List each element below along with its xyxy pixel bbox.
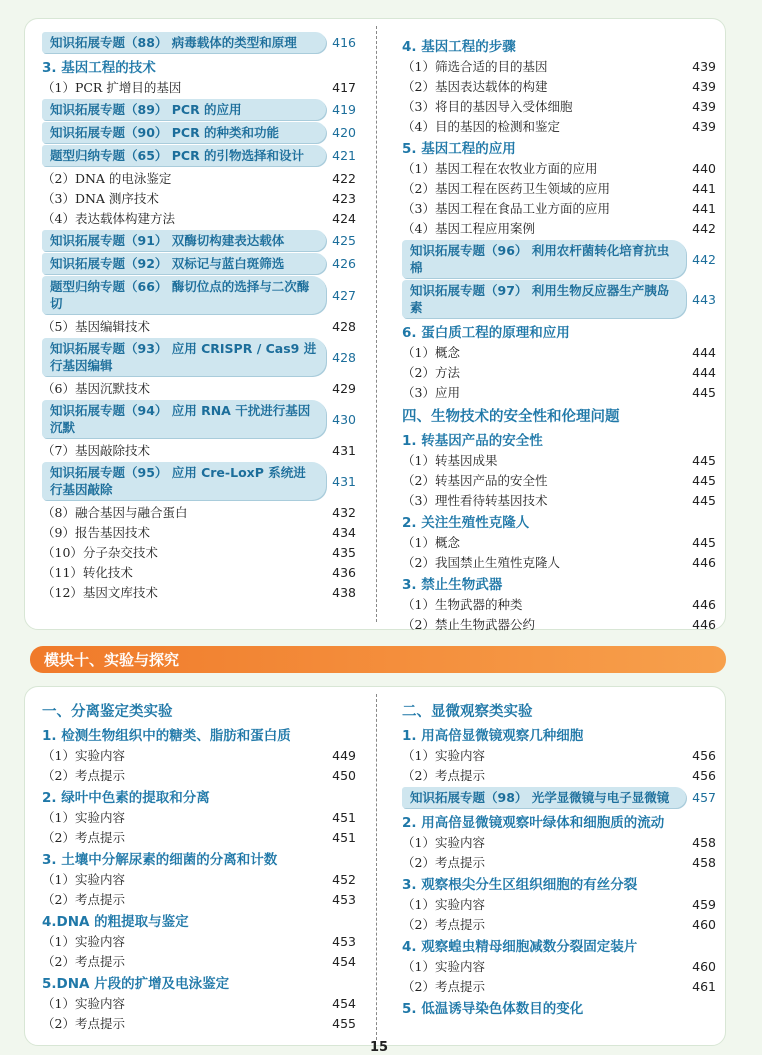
- topic-title: 知识拓展专题（89） PCR 的应用: [42, 99, 326, 120]
- toc-item-title: （2）考点提示: [42, 954, 125, 969]
- page-ref: 430: [332, 411, 356, 427]
- toc-item-title: （1）实验内容: [402, 748, 485, 763]
- page-ref: 460: [692, 916, 716, 932]
- topic-entry: [42, 276, 356, 314]
- toc-row: [42, 562, 356, 582]
- page-ref: 461: [692, 978, 716, 994]
- toc-item-title: （2）考点提示: [42, 892, 125, 907]
- page-ref: 435: [332, 544, 356, 560]
- toc-row: [42, 765, 356, 785]
- topic-title: 知识拓展专题（95） 应用 Cre-LoxP 系统进行基因敲除: [42, 462, 326, 500]
- toc-item-title: （1）筛选合适的目的基因: [402, 59, 548, 74]
- topic-entry: [402, 240, 716, 278]
- toc-item-title: （3）基因工程在食品工业方面的应用: [402, 201, 610, 216]
- toc-item-title: （4）基因工程应用案例: [402, 221, 535, 236]
- page-ref: 445: [692, 534, 716, 550]
- toc-item-title: （2）基因工程在医药卫生领域的应用: [402, 181, 610, 196]
- page-ref: 444: [692, 344, 716, 360]
- page-ref: 420: [332, 125, 356, 140]
- topic-title: 知识拓展专题（97） 利用生物反应器生产胰岛素: [402, 280, 686, 318]
- page-ref: 456: [692, 767, 716, 783]
- toc-item-title: （5）基因编辑技术: [42, 319, 150, 334]
- page-ref: 445: [692, 452, 716, 468]
- toc-item-title: （1）概念: [402, 535, 460, 550]
- toc-item-title: （2）考点提示: [402, 768, 485, 783]
- toc-row: [402, 470, 716, 490]
- section-heading: 4. 基因工程的步骤: [402, 39, 516, 55]
- topic-entry: [42, 145, 356, 166]
- toc-row: [42, 993, 356, 1013]
- page-ref: 428: [332, 349, 356, 365]
- page-ref: 457: [692, 790, 716, 805]
- toc-row: [42, 869, 356, 889]
- toc-item-title: （12）基因文库技术: [42, 585, 158, 600]
- toc-item-title: （2）考点提示: [402, 979, 485, 994]
- toc-row: [402, 490, 716, 510]
- topic-title: 知识拓展专题（88） 病毒载体的类型和原理: [42, 32, 326, 53]
- page-ref: 428: [332, 318, 356, 334]
- topic-title: 知识拓展专题（94） 应用 RNA 干扰进行基因沉默: [42, 400, 326, 438]
- section-heading: 1. 用高倍显微镜观察几种细胞: [402, 728, 584, 744]
- page-ref: 440: [692, 160, 716, 176]
- page-ref: 419: [332, 102, 356, 117]
- page-ref: 445: [692, 472, 716, 488]
- page-ref: 425: [332, 233, 356, 248]
- page-ref: 450: [332, 767, 356, 783]
- page-number: 15: [370, 1040, 389, 1055]
- toc-row: [402, 178, 716, 198]
- page-ref: 431: [332, 473, 356, 489]
- bottom-right-column: [402, 697, 716, 1018]
- topic-entry: [42, 32, 356, 53]
- toc-row: [402, 832, 716, 852]
- toc-row: [42, 522, 356, 542]
- page-ref: 445: [692, 492, 716, 508]
- page-ref: 455: [332, 1015, 356, 1031]
- toc-row: [402, 532, 716, 552]
- toc-row: [402, 342, 716, 362]
- toc-row: [42, 827, 356, 847]
- section-heading: 5. 低温诱导染色体数目的变化: [402, 1001, 584, 1017]
- toc-row: [402, 362, 716, 382]
- toc-item-title: （2）考点提示: [402, 855, 485, 870]
- toc-item-title: （2）考点提示: [42, 830, 125, 845]
- topic-entry: [402, 280, 716, 318]
- toc-item-title: （2）转基因产品的安全性: [402, 473, 548, 488]
- page-ref: 442: [692, 251, 716, 267]
- bottom-divider: [376, 694, 377, 1040]
- toc-row: [402, 450, 716, 470]
- toc-row: [402, 956, 716, 976]
- toc-row: [42, 188, 356, 208]
- page-ref: 434: [332, 524, 356, 540]
- toc-row: [402, 894, 716, 914]
- toc-item-title: （3）应用: [402, 385, 460, 400]
- section-heading: 2. 绿叶中色素的提取和分离: [42, 790, 210, 806]
- toc-item-title: （2）方法: [402, 365, 460, 380]
- toc-item-title: （10）分子杂交技术: [42, 545, 158, 560]
- page-ref: 451: [332, 809, 356, 825]
- toc-row: [402, 96, 716, 116]
- toc-row: [402, 594, 716, 614]
- topic-entry: [42, 400, 356, 438]
- bottom-left-column: [42, 697, 356, 1033]
- page-ref: 431: [332, 442, 356, 458]
- toc-row: [402, 852, 716, 872]
- page-ref: 426: [332, 256, 356, 271]
- page-ref: 442: [692, 220, 716, 236]
- toc-row: [42, 931, 356, 951]
- toc-row: [402, 765, 716, 785]
- page-ref: 452: [332, 871, 356, 887]
- page-ref: 441: [692, 200, 716, 216]
- topic-title: 知识拓展专题（93） 应用 CRISPR / Cas9 进行基因编辑: [42, 338, 326, 376]
- toc-item-title: （1）实验内容: [402, 959, 485, 974]
- toc-row: [42, 440, 356, 460]
- toc-row: [402, 116, 716, 136]
- toc-row: [42, 168, 356, 188]
- toc-item-title: （1）转基因成果: [402, 453, 498, 468]
- page-ref: 439: [692, 118, 716, 134]
- topic-title: 知识拓展专题（90） PCR 的种类和功能: [42, 122, 326, 143]
- section-heading: 2. 用高倍显微镜观察叶绿体和细胞质的流动: [402, 815, 665, 831]
- toc-item-title: （3）理性看待转基因技术: [402, 493, 548, 508]
- page-ref: 451: [332, 829, 356, 845]
- toc-item-title: （1）实验内容: [42, 748, 125, 763]
- toc-row: [402, 158, 716, 178]
- toc-row: [42, 378, 356, 398]
- toc-row: [402, 198, 716, 218]
- toc-item-title: （1）基因工程在农牧业方面的应用: [402, 161, 598, 176]
- toc-item-title: （2）DNA 的电泳鉴定: [42, 171, 172, 186]
- toc-item-title: （7）基因敲除技术: [42, 443, 150, 458]
- top-divider: [376, 26, 377, 622]
- section-heading: 5.DNA 片段的扩增及电泳鉴定: [42, 976, 230, 992]
- toc-row: [42, 1013, 356, 1033]
- toc-row: [42, 582, 356, 602]
- page-ref: 424: [332, 210, 356, 226]
- toc-item-title: （4）目的基因的检测和鉴定: [402, 119, 560, 134]
- toc-item-title: （1）实验内容: [42, 934, 125, 949]
- toc-row: [402, 914, 716, 934]
- topic-entry: [42, 338, 356, 376]
- toc-item-title: （1）实验内容: [42, 810, 125, 825]
- chapter-heading: 一、分离鉴定类实验: [42, 703, 173, 720]
- toc-item-title: （1）实验内容: [402, 897, 485, 912]
- topic-entry: [42, 99, 356, 120]
- page-ref: 439: [692, 78, 716, 94]
- toc-row: [42, 889, 356, 909]
- section-heading: 3. 基因工程的技术: [42, 60, 156, 76]
- topic-entry: [42, 253, 356, 274]
- page-ref: 443: [692, 291, 716, 307]
- toc-item-title: （1）实验内容: [42, 872, 125, 887]
- module-banner: 模块十、实验与探究: [30, 646, 726, 673]
- toc-row: [402, 552, 716, 572]
- page-ref: 429: [332, 380, 356, 396]
- page-ref: 446: [692, 554, 716, 570]
- page-ref: 423: [332, 190, 356, 206]
- toc-row: [42, 208, 356, 228]
- toc-item-title: （2）基因表达载体的构建: [402, 79, 548, 94]
- section-heading: 2. 关注生殖性克隆人: [402, 515, 530, 531]
- page-ref: 458: [692, 834, 716, 850]
- toc-item-title: （11）转化技术: [42, 565, 133, 580]
- toc-row: [42, 316, 356, 336]
- topic-title: 知识拓展专题（96） 利用农杆菌转化培育抗虫棉: [402, 240, 686, 278]
- page-ref: 453: [332, 891, 356, 907]
- section-heading: 3. 观察根尖分生区组织细胞的有丝分裂: [402, 877, 638, 893]
- page-ref: 446: [692, 616, 716, 632]
- toc-item-title: （1）PCR 扩增目的基因: [42, 80, 182, 95]
- page-ref: 417: [332, 79, 356, 95]
- page-ref: 449: [332, 747, 356, 763]
- toc-row: [402, 56, 716, 76]
- toc-row: [402, 76, 716, 96]
- page-ref: 427: [332, 287, 356, 303]
- toc-item-title: （2）考点提示: [42, 1016, 125, 1031]
- toc-item-title: （1）生物武器的种类: [402, 597, 523, 612]
- toc-row: [42, 745, 356, 765]
- topic-entry: [42, 230, 356, 251]
- toc-row: [402, 745, 716, 765]
- toc-row: [42, 951, 356, 971]
- section-heading: 3. 禁止生物武器: [402, 577, 503, 593]
- section-heading: 4. 观察蝗虫精母细胞减数分裂固定装片: [402, 939, 638, 955]
- top-left-column: [42, 30, 356, 602]
- toc-item-title: （2）考点提示: [42, 768, 125, 783]
- page-ref: 453: [332, 933, 356, 949]
- topic-title: 知识拓展专题（98） 光学显微镜与电子显微镜: [402, 787, 686, 808]
- page-ref: 454: [332, 953, 356, 969]
- toc-item-title: （3）将目的基因导入受体细胞: [402, 99, 573, 114]
- toc-item-title: （9）报告基因技术: [42, 525, 150, 540]
- page-ref: 432: [332, 504, 356, 520]
- page-ref: 444: [692, 364, 716, 380]
- section-heading: 5. 基因工程的应用: [402, 141, 516, 157]
- toc-item-title: （6）基因沉默技术: [42, 381, 150, 396]
- section-heading: 3. 土壤中分解尿素的细菌的分离和计数: [42, 852, 278, 868]
- page-ref: 422: [332, 170, 356, 186]
- section-heading: 1. 检测生物组织中的糖类、脂肪和蛋白质: [42, 728, 291, 744]
- page-ref: 454: [332, 995, 356, 1011]
- page-ref: 439: [692, 58, 716, 74]
- topic-entry: [402, 787, 716, 808]
- toc-row: [402, 976, 716, 996]
- section-heading: 1. 转基因产品的安全性: [402, 433, 543, 449]
- toc-item-title: （3）DNA 测序技术: [42, 191, 159, 206]
- toc-row: [42, 542, 356, 562]
- page-ref: 439: [692, 98, 716, 114]
- toc-item-title: （1）概念: [402, 345, 460, 360]
- page-ref: 441: [692, 180, 716, 196]
- page-ref: 438: [332, 584, 356, 600]
- page-ref: 446: [692, 596, 716, 612]
- section-heading: 6. 蛋白质工程的原理和应用: [402, 325, 570, 341]
- page-ref: 416: [332, 35, 356, 50]
- topic-entry: [42, 122, 356, 143]
- page-ref: 436: [332, 564, 356, 580]
- toc-row: [42, 807, 356, 827]
- toc-row: [402, 382, 716, 402]
- page-ref: 421: [332, 148, 356, 163]
- page-ref: 445: [692, 384, 716, 400]
- topic-title: 题型归纳专题（65） PCR 的引物选择和设计: [42, 145, 326, 166]
- toc-item-title: （1）实验内容: [42, 996, 125, 1011]
- page-ref: 460: [692, 958, 716, 974]
- toc-item-title: （4）表达载体构建方法: [42, 211, 175, 226]
- toc-row: [42, 502, 356, 522]
- section-heading: 4.DNA 的粗提取与鉴定: [42, 914, 189, 930]
- page-ref: 459: [692, 896, 716, 912]
- toc-item-title: （2）考点提示: [402, 917, 485, 932]
- top-right-column: [402, 34, 716, 634]
- topic-title: 知识拓展专题（91） 双酶切构建表达载体: [42, 230, 326, 251]
- toc-item-title: （1）实验内容: [402, 835, 485, 850]
- topic-title: 知识拓展专题（92） 双标记与蓝白斑筛选: [42, 253, 326, 274]
- topic-entry: [42, 462, 356, 500]
- toc-row: [42, 77, 356, 97]
- topic-title: 题型归纳专题（66） 酶切位点的选择与二次酶切: [42, 276, 326, 314]
- toc-row: [402, 614, 716, 634]
- toc-row: [402, 218, 716, 238]
- page-ref: 458: [692, 854, 716, 870]
- chapter-heading: 四、生物技术的安全性和伦理问题: [402, 408, 620, 425]
- toc-item-title: （2）我国禁止生殖性克隆人: [402, 555, 560, 570]
- toc-item-title: （8）融合基因与融合蛋白: [42, 505, 188, 520]
- page-ref: 456: [692, 747, 716, 763]
- toc-item-title: （2）禁止生物武器公约: [402, 617, 535, 632]
- chapter-heading: 二、显微观察类实验: [402, 703, 533, 720]
